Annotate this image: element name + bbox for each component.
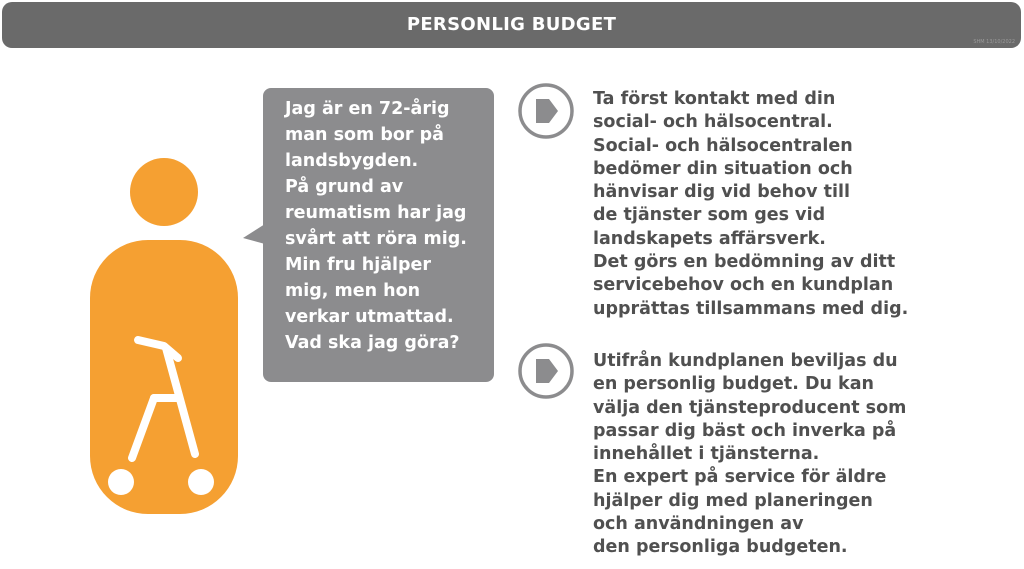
arrow-right-icon	[517, 82, 575, 140]
speech-bubble-text: Jag är en 72-årig man som bor på landsbygden. På grund av reumatism har jag svårt att röra mig. Min fru hjälper mig, men hon verkar utmattad. Vad ska jag göra?	[285, 99, 467, 353]
elderly-person-with-walker-icon	[88, 158, 240, 514]
speech-bubble-tail	[243, 224, 265, 244]
step-2-text: Utifrån kundplanen beviljas du en personlig budget. Du kan välja den tjänsteproducent som passar dig bäst och inverka på innehållet i tjänsterna. En expert på service för äldre hjälper dig med planeringen och användningen av den personliga budgeten.	[593, 351, 907, 558]
document-reference: SHM 13/10/2022	[973, 39, 1015, 45]
arrow-right-icon	[517, 342, 575, 400]
page-title: PERSONLIG BUDGET	[406, 14, 617, 35]
header-bar	[2, 2, 1021, 48]
walker-wheel-right	[188, 469, 214, 495]
person-head	[130, 158, 198, 226]
step-1-text: Ta först kontakt med din social- och hälsocentral. Social- och hälsocentralen bedömer din situation och hänvisar dig vid behov till de tjänster som ges vid landskapets affärsverk. Det görs en bedömning av ditt servicebehov och en kundplan upprättas tillsammans med dig.	[593, 89, 909, 319]
walker-wheel-left	[108, 469, 134, 495]
